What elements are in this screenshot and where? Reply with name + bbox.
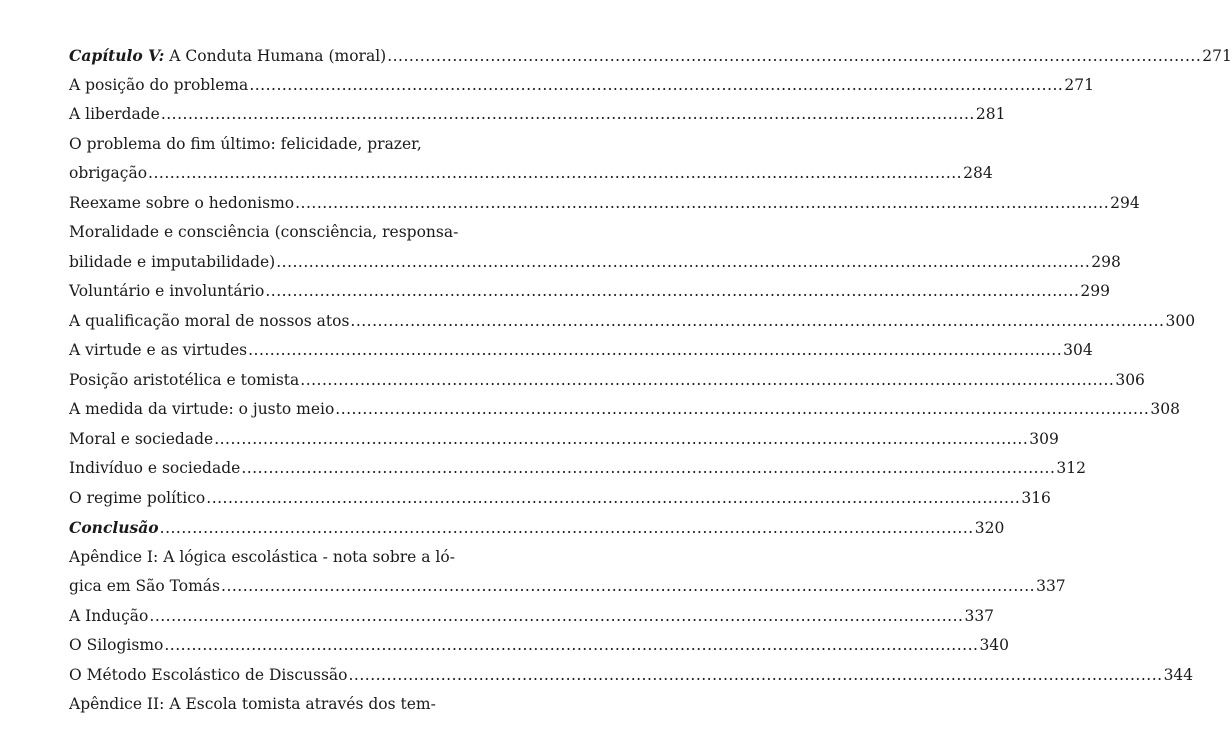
leader-dots bbox=[249, 76, 1063, 94]
toc-chapter-v bbox=[69, 46, 1232, 76]
page-number: 271 bbox=[1202, 47, 1232, 65]
leader-dots bbox=[160, 519, 974, 537]
leader-dots bbox=[241, 459, 1055, 477]
entry-label: Voluntário e involuntário bbox=[69, 282, 265, 300]
chapter-prefix: Capítulo V: bbox=[69, 46, 165, 65]
entry-label: Indivíduo e sociedade bbox=[69, 459, 241, 477]
toc-entry bbox=[69, 282, 1110, 312]
leader-dots bbox=[349, 666, 1163, 684]
toc-entry bbox=[69, 488, 1051, 519]
entry-label-line: Apêndice I: A lógica escolástica - nota sobre a ló- bbox=[69, 547, 455, 566]
entry-label-line: Apêndice II: A Escola tomista através dos tem- bbox=[69, 695, 436, 713]
page-number: 316 bbox=[1021, 488, 1051, 507]
page-number: 320 bbox=[974, 519, 1005, 537]
toc-entry bbox=[69, 636, 1010, 666]
page-number: 337 bbox=[964, 606, 995, 625]
leader-dots bbox=[335, 400, 1149, 418]
page-number: 344 bbox=[1163, 665, 1194, 684]
page-number: 284 bbox=[963, 164, 993, 182]
page-number: 340 bbox=[979, 636, 1010, 654]
entry-label: O Método Escolástico de Discussão bbox=[69, 665, 348, 684]
conclusion-label: Conclusão bbox=[69, 518, 159, 537]
leader-dots bbox=[206, 489, 1020, 507]
entry-label: Reexame sobre o hedonismo bbox=[69, 193, 295, 212]
toc-entry bbox=[69, 193, 1140, 224]
entry-label: Posição aristotélica e tomista bbox=[69, 370, 300, 389]
entry-label: A posição do problema bbox=[69, 75, 249, 94]
toc-entry bbox=[69, 311, 1196, 342]
leader-dots bbox=[214, 430, 1028, 448]
page-number: 299 bbox=[1080, 282, 1110, 300]
leader-dots bbox=[221, 577, 1035, 595]
leader-dots bbox=[387, 47, 1201, 65]
leader-dots bbox=[300, 371, 1114, 389]
toc-entry bbox=[69, 370, 1145, 401]
toc-entry bbox=[69, 665, 1194, 696]
leader-dots bbox=[248, 341, 1062, 359]
toc-conclusion bbox=[69, 518, 1005, 548]
toc-entry bbox=[69, 341, 1093, 371]
toc-entry bbox=[69, 105, 1006, 135]
entry-label: A Indução bbox=[69, 606, 149, 625]
leader-dots bbox=[295, 194, 1109, 212]
page-number: 312 bbox=[1056, 459, 1086, 477]
toc-entry bbox=[69, 606, 995, 637]
entry-label: bilidade e imputabilidade) bbox=[69, 252, 276, 271]
chapter-title: A Conduta Humana (moral) bbox=[164, 47, 387, 65]
entry-label-line: O problema do fim último: felicidade, prazer, bbox=[69, 134, 422, 153]
entry-label: Moral e sociedade bbox=[69, 429, 214, 448]
leader-dots bbox=[265, 282, 1079, 300]
page-number: 294 bbox=[1110, 193, 1140, 212]
entry-label: A virtude e as virtudes bbox=[69, 341, 248, 359]
entry-label: A medida da virtude: o justo meio bbox=[69, 400, 335, 418]
leader-dots bbox=[148, 164, 962, 182]
page-number: 337 bbox=[1036, 577, 1066, 595]
toc-entry bbox=[69, 429, 1059, 460]
page-number: 309 bbox=[1029, 429, 1059, 448]
page-number: 281 bbox=[975, 105, 1006, 123]
leader-dots bbox=[276, 253, 1090, 271]
page-number: 308 bbox=[1150, 400, 1180, 418]
leader-dots bbox=[149, 607, 963, 625]
toc-entry bbox=[69, 252, 1121, 283]
page-number: 298 bbox=[1091, 252, 1121, 271]
leader-dots bbox=[350, 312, 1164, 330]
page-number: 306 bbox=[1115, 370, 1145, 389]
entry-label: gica em São Tomás bbox=[69, 577, 221, 595]
toc-entry bbox=[69, 577, 1066, 607]
toc-entry bbox=[69, 75, 1094, 106]
leader-dots bbox=[164, 636, 978, 654]
toc-entry bbox=[69, 400, 1180, 430]
page-number: 271 bbox=[1064, 75, 1094, 94]
page-number: 304 bbox=[1063, 341, 1093, 359]
entry-label: obrigação bbox=[69, 164, 148, 182]
entry-label: O Silogismo bbox=[69, 636, 164, 654]
leader-dots bbox=[161, 105, 975, 123]
entry-label: A liberdade bbox=[69, 105, 160, 123]
table-of-contents bbox=[69, 46, 1232, 725]
page-number: 300 bbox=[1165, 311, 1196, 330]
toc-entry bbox=[69, 459, 1086, 489]
toc-entry bbox=[69, 164, 993, 194]
entry-label-line: Moralidade e consciência (consciência, responsa- bbox=[69, 223, 459, 241]
entry-label: O regime político bbox=[69, 488, 206, 507]
entry-label: A qualificação moral de nossos atos bbox=[69, 311, 350, 330]
